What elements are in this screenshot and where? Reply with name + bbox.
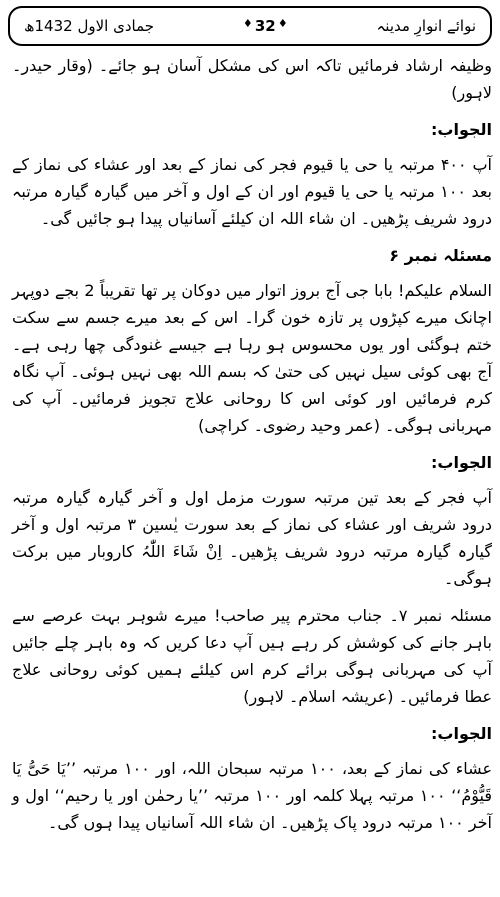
issue-date: جمادی الاول 1432ھ — [24, 17, 155, 35]
answer-heading: الجواب: — [430, 724, 492, 743]
answer-heading: الجواب: — [430, 453, 492, 472]
paragraph: عشاء کی نماز کے بعد، ۱۰۰ مرتبہ سبحان اللہ، اور ۱۰۰ مرتبہ ’’یَا حَیُّ یَا قَیُّوْمُ‘‘ ۱۰۰ مرتبہ پہلا کلمہ اور ۱۰۰ مرتبہ ’’یا رحمٰن اور یا رحیم‘‘ اول و آخر ۱۰۰ مرتبہ درود پاک پڑھیں۔ ان شاء اللہ آسانیاں پیدا ہوں گی۔ — [12, 759, 493, 832]
paragraph: آپ فجر کے بعد تین مرتبہ سورت مزمل اول و آخر گیارہ گیارہ مرتبہ درود شریف اور عشاء کی نماز کے بعد سورت یٰسین ۳ مرتبہ اول و آخر گیارہ گیارہ مرتبہ درود شریف پڑھیں۔ اِنْ شَاءَ اللّٰہُ کاروبار میں برکت ہوگی۔ — [12, 488, 492, 588]
paragraph: السلام علیکم! بابا جی آج بروز اتوار میں دوکان پر تھا تقریباً 2 بجے دوپہر اچانک میرے کپڑوں پر تازہ خون گرا۔ اس کے بعد میرے جسم سے سکت ختم ہوگئی اور یوں محسوس ہو رہا ہے جیسے غنودگی چھا رہی ہے۔ آج بھی کوئی سیل نہیں کی حتیٰ کہ بسم اللہ بھی نہیں ہوئی۔ آپ نگاہ کرم فرمائیں اور کوئی اس کا روحانی علاج تجویز فرمائیں۔ آپ کی مہربانی ہوگی۔ (عمر وحید رضوی۔ کراچی) — [12, 281, 492, 435]
answer-heading: الجواب: — [430, 120, 492, 139]
article-body — [12, 52, 492, 891]
page-number: ♦ 32 ♦ — [245, 17, 286, 35]
paragraph: وظیفہ ارشاد فرمائیں تاکہ اس کی مشکل آسان ہو جائے۔ (وقار حیدر۔ لاہور) — [12, 56, 492, 102]
question-heading: مسئلہ نمبر ۶ — [389, 246, 492, 265]
page-header — [8, 6, 492, 46]
paragraph: آپ ۴۰۰ مرتبہ یا حی یا قیوم فجر کی نماز کے بعد اور عشاء کی نماز کے بعد ۱۰۰ مرتبہ یا حی یا قیوم اور ان کے اول و آخر میں گیارہ گیارہ مرتبہ درود شریف پڑھیں۔ ان شاء اللہ ان کیلئے آسانیاں پیدا ہو جائیں گی۔ — [12, 155, 493, 228]
paragraph: مسئلہ نمبر ۷۔ جناب محترم پیر صاحب! میرے شوہر بہت عرصے سے باہر جانے کی کوشش کر رہے ہیں آپ دعا کریں کہ وہ باہر چلے جائیں آپ کی مہربانی ہوگی برائے کرم اس کیلئے ہمیں کوئی روحانی علاج عطا فرمائیں۔ (عریشہ اسلام۔ لاہور) — [12, 606, 493, 706]
magazine-name: نوائے انوارِ مدینہ — [376, 17, 476, 35]
